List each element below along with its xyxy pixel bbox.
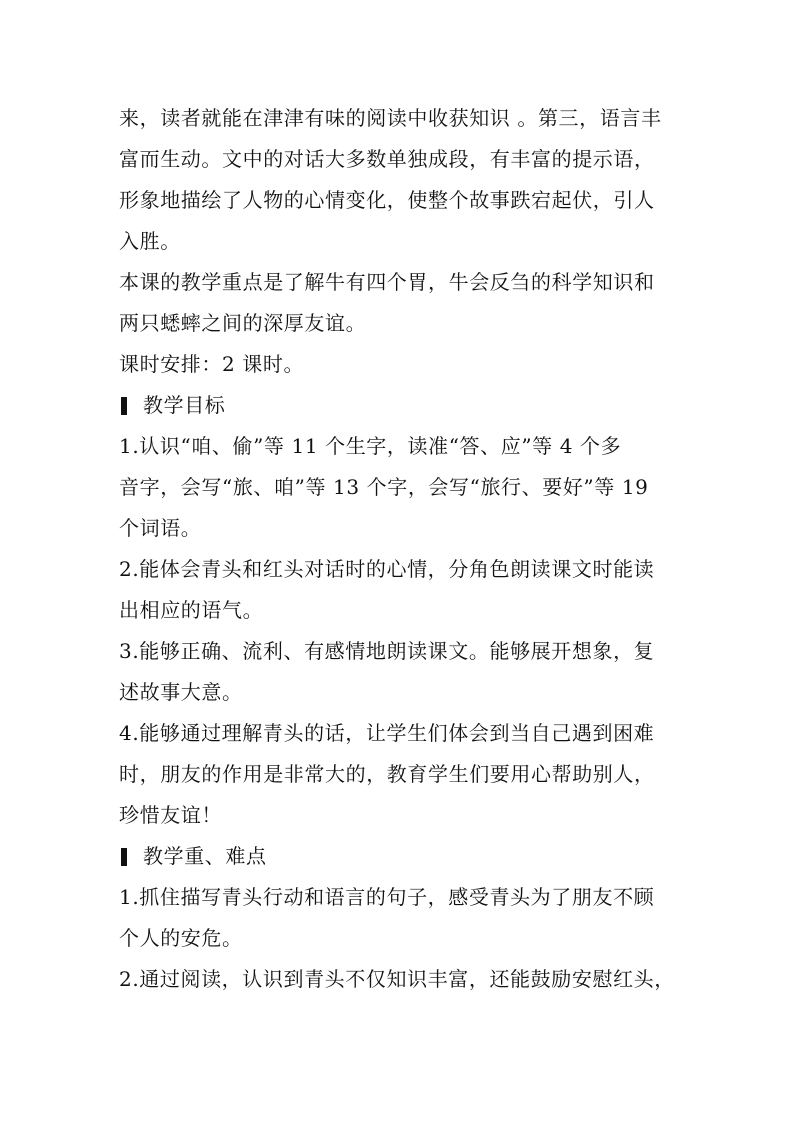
text-line: 4.能够通过理解青头的话，让学生们体会到当自己遇到困难	[119, 721, 655, 745]
text-line: 述故事大意。	[119, 680, 243, 704]
heading-bar-icon	[121, 848, 127, 866]
section-heading-key-points	[119, 836, 694, 877]
text-line: 富而生动。文中的对话大多数单独成段，有丰富的提示语，	[119, 147, 655, 171]
document-body	[119, 98, 694, 1000]
text-line: 来，读者就能在津津有味的阅读中收获知识 。第三，语言丰	[119, 106, 662, 130]
section-heading-teaching-goals	[119, 385, 694, 426]
text-line: 3.能够正确、流利、有感情地朗读课文。能够展开想象，复	[119, 639, 655, 663]
text-line: 2.通过阅读，认识到青头不仅知识丰富，还能鼓励安慰红头，	[119, 967, 675, 991]
text-line: 两只蟋蟀之间的深厚友谊。	[119, 311, 367, 335]
text-line: 时，朋友的作用是非常大的，教育学生们要用心帮助别人，	[119, 762, 655, 786]
text-line: 形象地描绘了人物的心情变化，使整个故事跌宕起伏，引人	[119, 188, 655, 212]
heading-label: 教学重、难点	[143, 844, 267, 868]
text-line: 本课的教学重点是了解牛有四个胃，牛会反刍的科学知识和	[119, 270, 655, 294]
text-line: 出相应的语气。	[119, 598, 264, 622]
text-line: 2.能体会青头和红头对话时的心情，分角色朗读课文时能读	[119, 557, 655, 581]
text-line: 1.抓住描写青头行动和语言的句子，感受青头为了朋友不顾	[119, 885, 655, 909]
text-line: 1.认识“咱、偷”等 11 个生字，读准“答、应”等 4 个多	[119, 434, 622, 458]
text-line: 个人的安危。	[119, 926, 243, 950]
text-line: 入胜。	[119, 229, 181, 253]
text-line: 音字，会写“旅、咱”等 13 个字，会写“旅行、要好”等 19	[119, 475, 649, 499]
text-line: 珍惜友谊！	[119, 803, 222, 827]
heading-label: 教学目标	[143, 393, 226, 417]
text-line: 课时安排：2 课时。	[119, 352, 305, 376]
heading-bar-icon	[121, 397, 127, 415]
text-line: 个词语。	[119, 516, 202, 540]
